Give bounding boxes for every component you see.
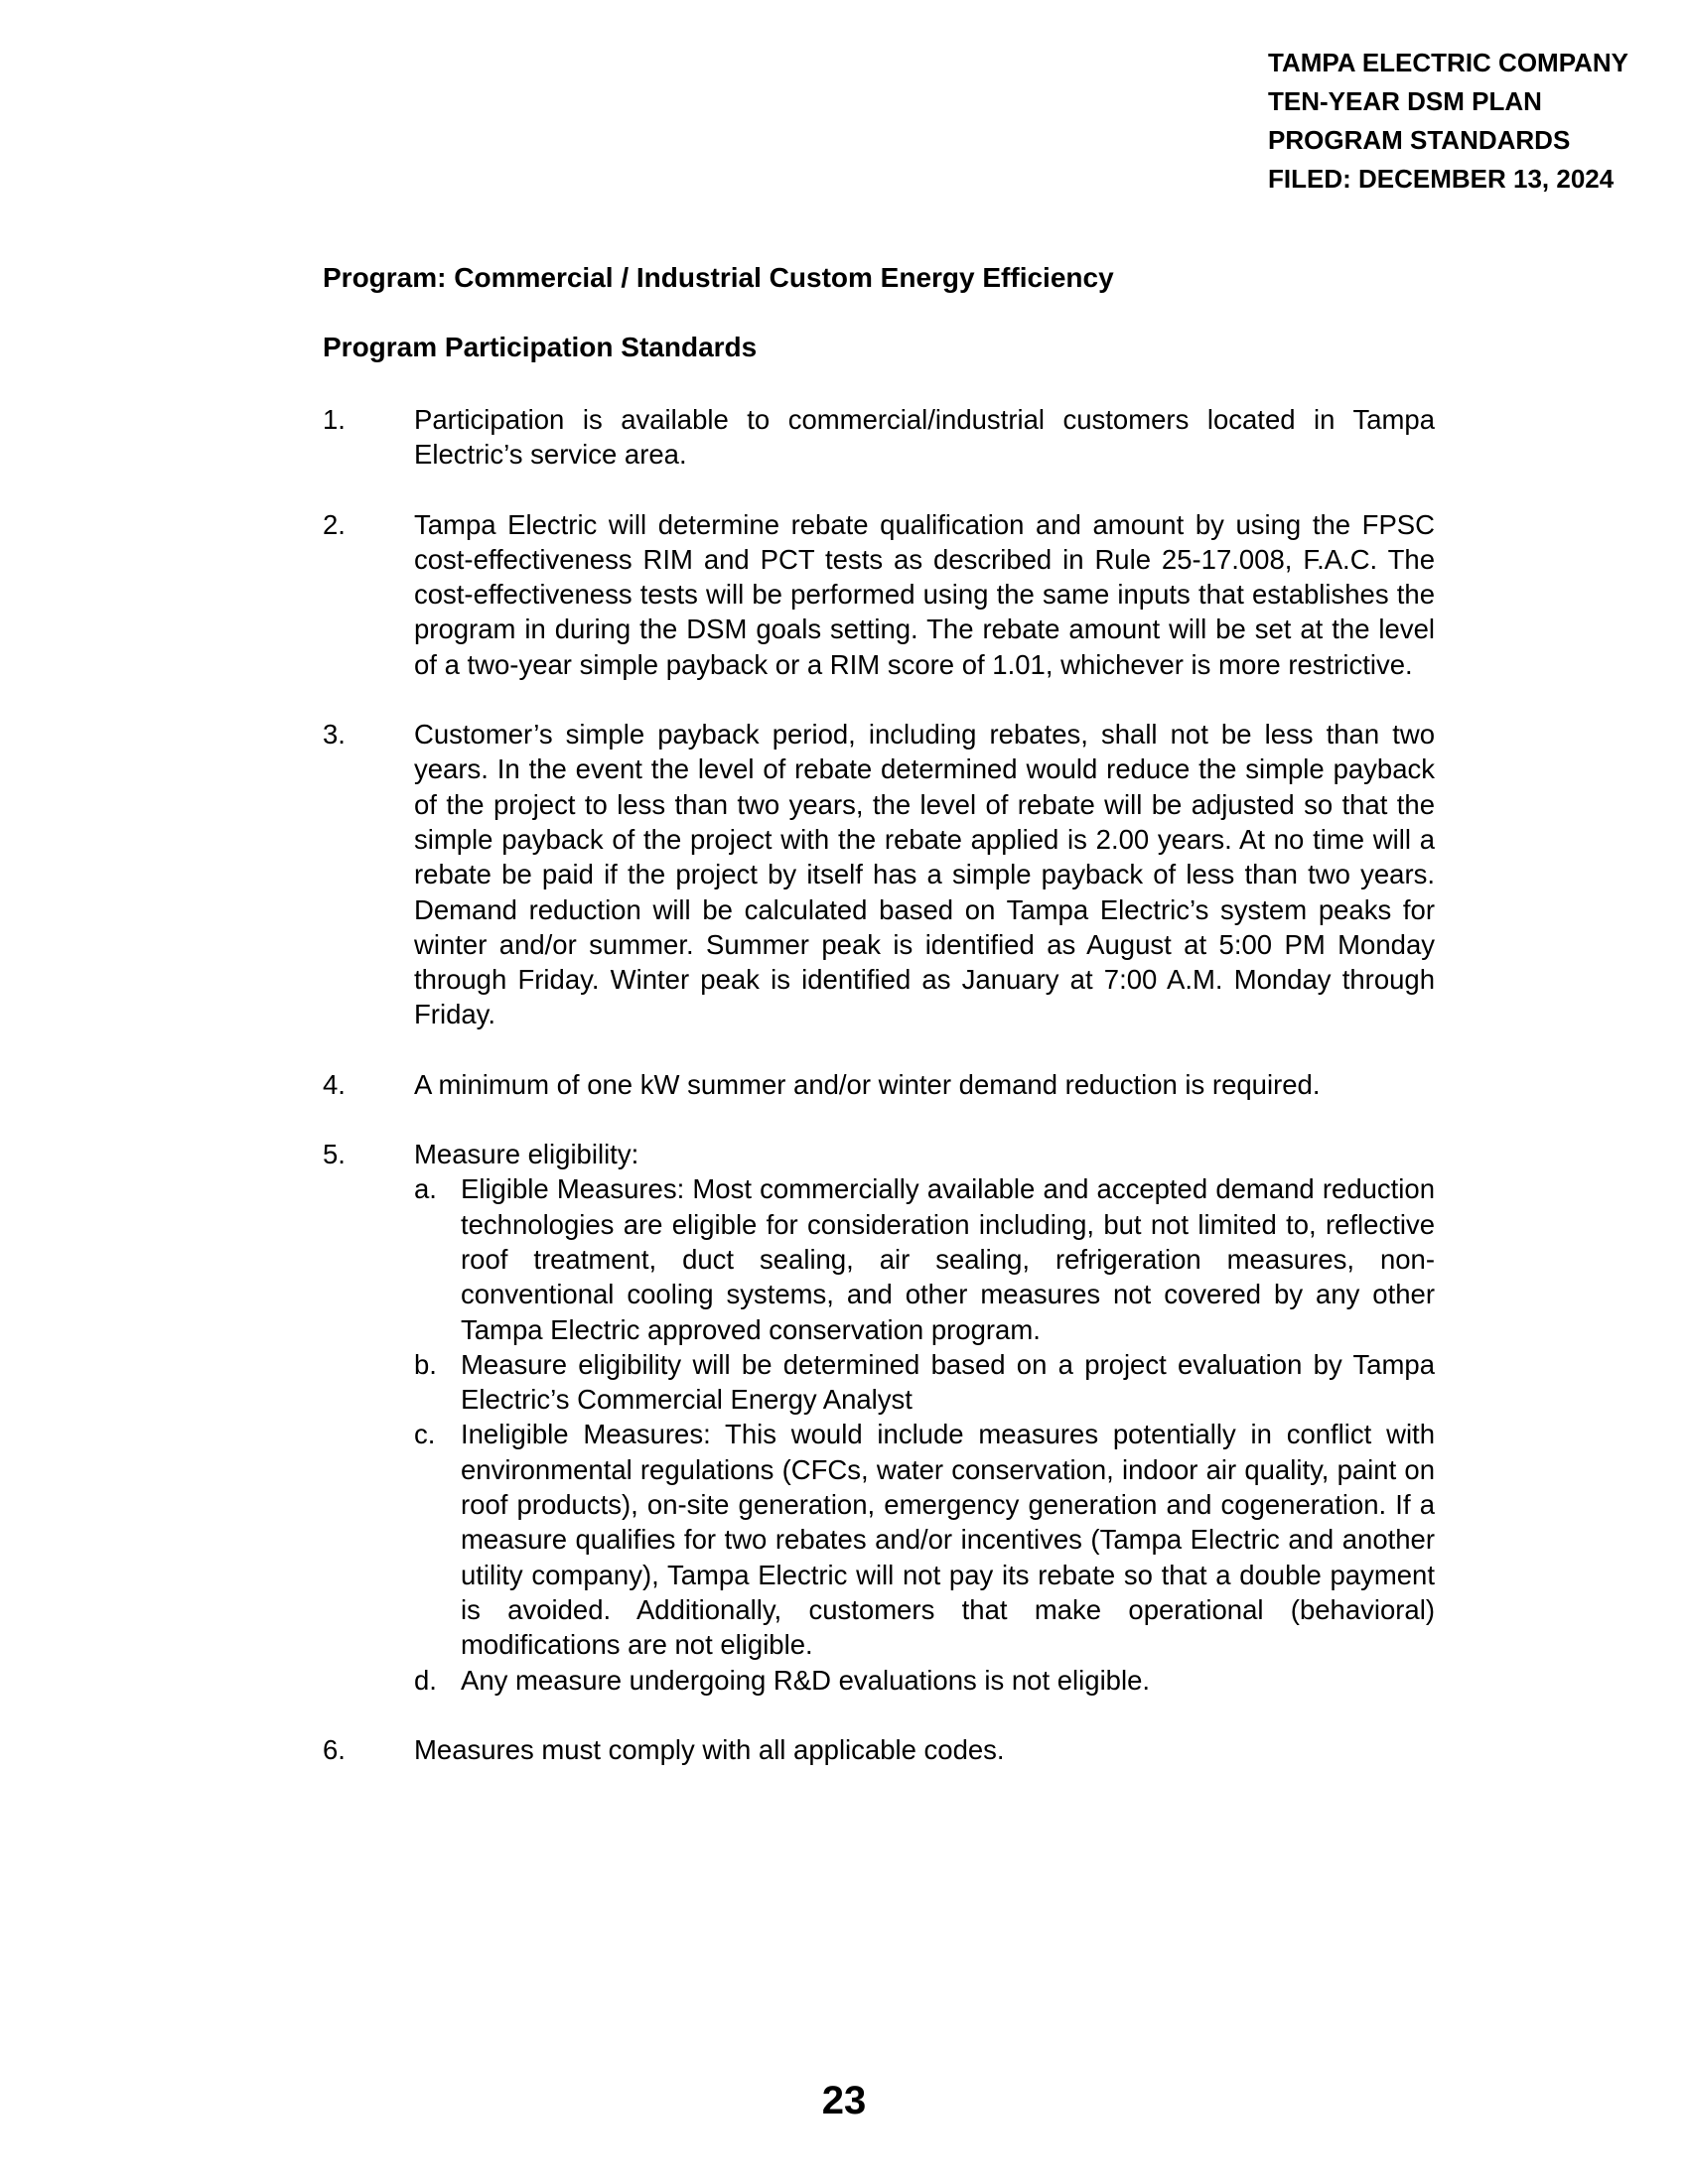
- header-plan: TEN-YEAR DSM PLAN: [1268, 86, 1542, 116]
- item-number: 5.: [323, 1139, 346, 1170]
- item-body: [414, 1137, 1435, 1698]
- list-item: [323, 507, 1435, 682]
- item-text: Measure eligibility:: [414, 1139, 639, 1170]
- standards-list: [323, 402, 1435, 1802]
- item-number: 6.: [323, 1733, 346, 1765]
- program-title: Program: Commercial / Industrial Custom Energy Efficiency: [323, 262, 1114, 293]
- sub-item-text: Eligible Measures: Most commercially available and accepted demand reduction technologies are eligible for consideration including, but not limited to, reflective roof treatment, duct sealing, air sealing, refrigeration measures, non-conventional cooling systems, and other measures not covered by any other Tampa Electric approved conservation program.: [461, 1173, 1435, 1345]
- sub-item-letter: c.: [414, 1419, 436, 1450]
- section-title: Program Participation Standards: [323, 332, 758, 362]
- list-item: [323, 1137, 1435, 1698]
- sub-list-item: [414, 1417, 1435, 1662]
- page-number: 23: [821, 2079, 867, 2122]
- document-header: [1268, 44, 1628, 199]
- header-company: TAMPA ELECTRIC COMPANY: [1268, 48, 1629, 77]
- item-text: Tampa Electric will determine rebate qualification and amount by using the FPSC cost-effectiveness RIM and PCT tests as described in Rule 25-17.008, F.A.C. The cost-effectiveness tests will be performed using the same inputs that establishes the program in during the DSM goals setting. The rebate amount will be set at the level of a two-year simple payback or a RIM score of 1.01, whichever is more restrictive.: [414, 508, 1435, 680]
- sub-item-text: Any measure undergoing R&D evaluations is not eligible.: [461, 1664, 1151, 1696]
- item-text: Participation is available to commercial/industrial customers located in Tampa Electric’s service area.: [414, 404, 1435, 471]
- header-section: PROGRAM STANDARDS: [1268, 125, 1571, 155]
- sub-list-item: [414, 1171, 1435, 1346]
- item-number: 1.: [323, 404, 346, 435]
- sub-item-letter: d.: [414, 1664, 437, 1696]
- header-filed-date: FILED: DECEMBER 13, 2024: [1268, 164, 1615, 194]
- item-number: 4.: [323, 1068, 346, 1100]
- sub-item-letter: b.: [414, 1348, 437, 1380]
- sub-list-item: [414, 1347, 1435, 1418]
- item-text: Customer’s simple payback period, including rebates, shall not be less than two years. In the event the level of rebate determined would reduce the simple payback of the project to less than two years, the level of rebate will be adjusted so that the simple payback of the project with the rebate applied is 2.00 years. At no time will a rebate be paid if the project by itself has a simple payback of less than two years. Demand reduction will be calculated based on Tampa Electric’s system peaks for winter and/or summer. Summer peak is identified as August at 5:00 PM Monday through Friday. Winter peak is identified as January at 7:00 A.M. Monday through Friday.: [414, 719, 1435, 1030]
- sub-item-text: Measure eligibility will be determined based on a project evaluation by Tampa Electric’s Commercial Energy Analyst: [461, 1348, 1435, 1416]
- sub-list-item: [414, 1663, 1435, 1698]
- item-number: 2.: [323, 508, 346, 540]
- item-text: A minimum of one kW summer and/or winter demand reduction is required.: [414, 1068, 1321, 1100]
- item-number: 3.: [323, 719, 346, 751]
- list-item: [323, 1732, 1435, 1767]
- list-item: [323, 402, 1435, 473]
- sub-item-letter: a.: [414, 1173, 437, 1205]
- item-text: Measures must comply with all applicable codes.: [414, 1733, 1005, 1765]
- sub-item-text: Ineligible Measures: This would include measures potentially in conflict with environmental regulations (CFCs, water conservation, indoor air quality, paint on roof products), on-site generation, emergency generation and cogeneration. If a measure qualifies for two rebates and/or incentives (Tampa Electric and another utility company), Tampa Electric will not pay its rebate so that a double payment is avoided. Additionally, customers that make operational (behavioral) modifications are not eligible.: [461, 1419, 1435, 1661]
- list-item: [323, 1067, 1435, 1102]
- list-item: [323, 717, 1435, 1032]
